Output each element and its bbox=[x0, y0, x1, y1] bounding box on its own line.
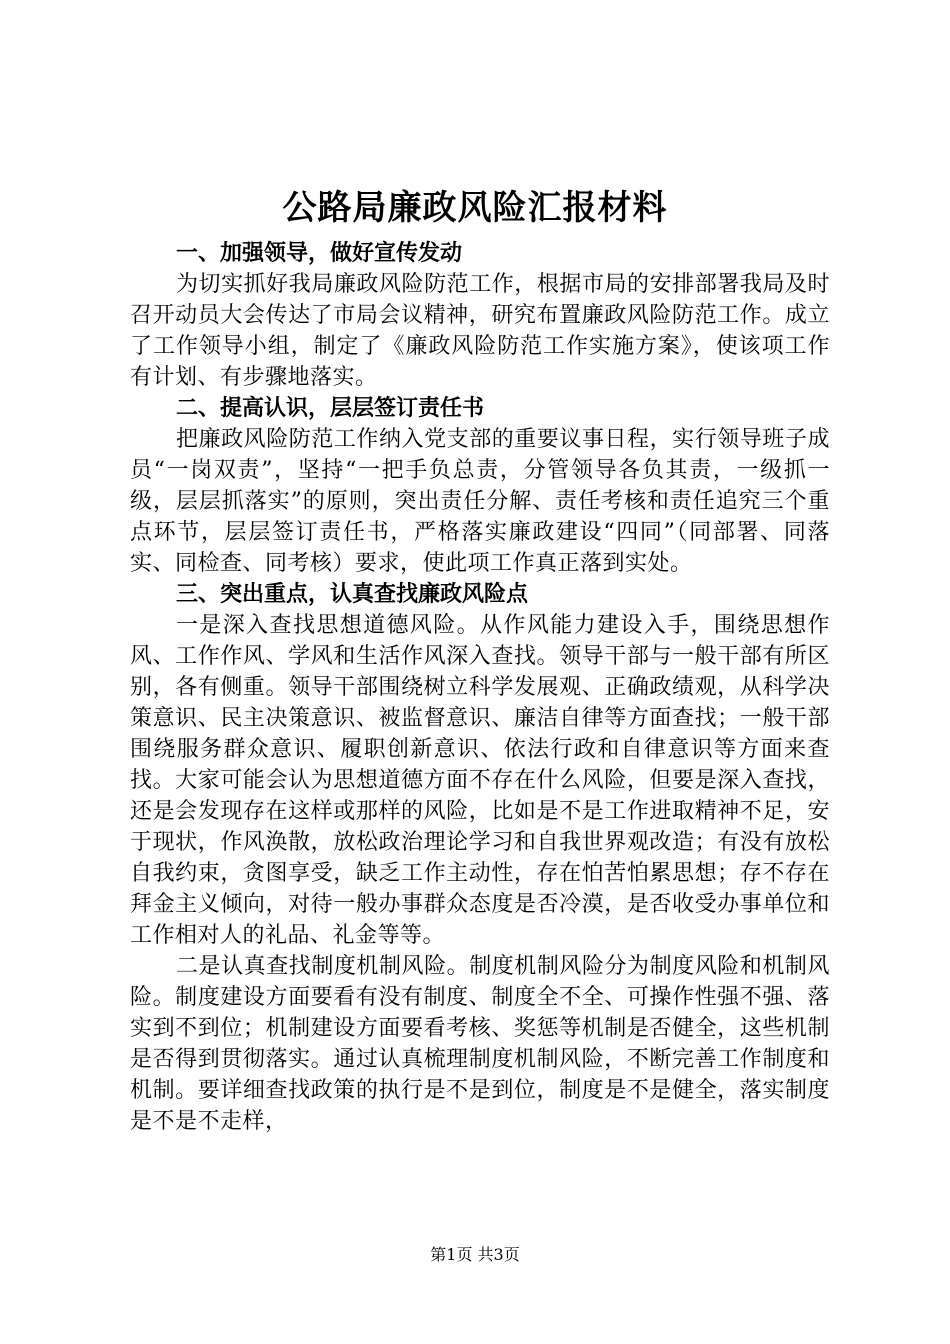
section-1-paragraph-1: 为切实抓好我局廉政风险防范工作，根据市局的安排部署我局及时召开动员大会传达了市局会议精神，研究布置廉政风险防范工作。成立了工作领导小组，制定了《廉政风险防范工作实施方案》，使该项工作有计划、有步骤地落实。 bbox=[130, 272, 830, 390]
section-3-paragraph-2: 二是认真查找制度机制风险。制度机制风险分为制度风险和机制风险。制度建设方面要看有没有制度、制度全不全、可操作性强不强、落实到不到位；机制建设方面要看考核、奖惩等机制是否健全，这些机制是否得到贯彻落实。通过认真梳理制度机制风险，不断完善工作制度和机制。要详细查找政策的执行是不是到位，制度是不是健全，落实制度是不是不走样， bbox=[130, 954, 830, 1134]
document-body bbox=[130, 238, 830, 1137]
section-heading-3: 三、突出重点，认真查找廉政风险点 bbox=[176, 582, 529, 607]
section-heading-2: 二、提高认识，层层签订责任书 bbox=[176, 396, 485, 421]
page-number-footer: 第1页 共3页 bbox=[430, 1245, 520, 1264]
section-3-paragraph-1: 一是深入查找思想道德风险。从作风能力建设入手，围绕思想作风、工作作风、学风和生活作风深入查找。领导干部与一般干部有所区别，各有侧重。领导干部围绕树立科学发展观、正确政绩观，从科学决策意识、民主决策意识、被监督意识、廉洁自律等方面查找；一般干部围绕服务群众意识、履职创新意识、依法行政和自律意识等方面来查找。大家可能会认为思想道德方面不存在什么风险，但要是深入查找，还是会发现存在这样或那样的风险，比如是不是工作进取精神不足，安于现状，作风涣散，放松政治理论学习和自我世界观改造；有没有放松自我约束，贪图享受，缺乏工作主动性，存在怕苦怕累思想；存不存在拜金主义倾向，对待一般办事群众态度是否冷漠，是否收受办事单位和工作相对人的礼品、礼金等等。 bbox=[130, 613, 830, 948]
section-heading-1: 一、加强领导，做好宣传发动 bbox=[176, 241, 463, 266]
document-title: 公路局廉政风险汇报材料 bbox=[282, 188, 668, 228]
section-2-paragraph-1: 把廉政风险防范工作纳入党支部的重要议事日程，实行领导班子成员“一岗双责”，坚持“一把手负总责，分管领导各负其责，一级抓一级，层层抓落实”的原则，突出责任分解、责任考核和责任追究三个重点环节，层层签订责任书，严格落实廉政建设“四同”（同部署、同落实、同检查、同考核）要求，使此项工作真正落到实处。 bbox=[130, 427, 830, 576]
